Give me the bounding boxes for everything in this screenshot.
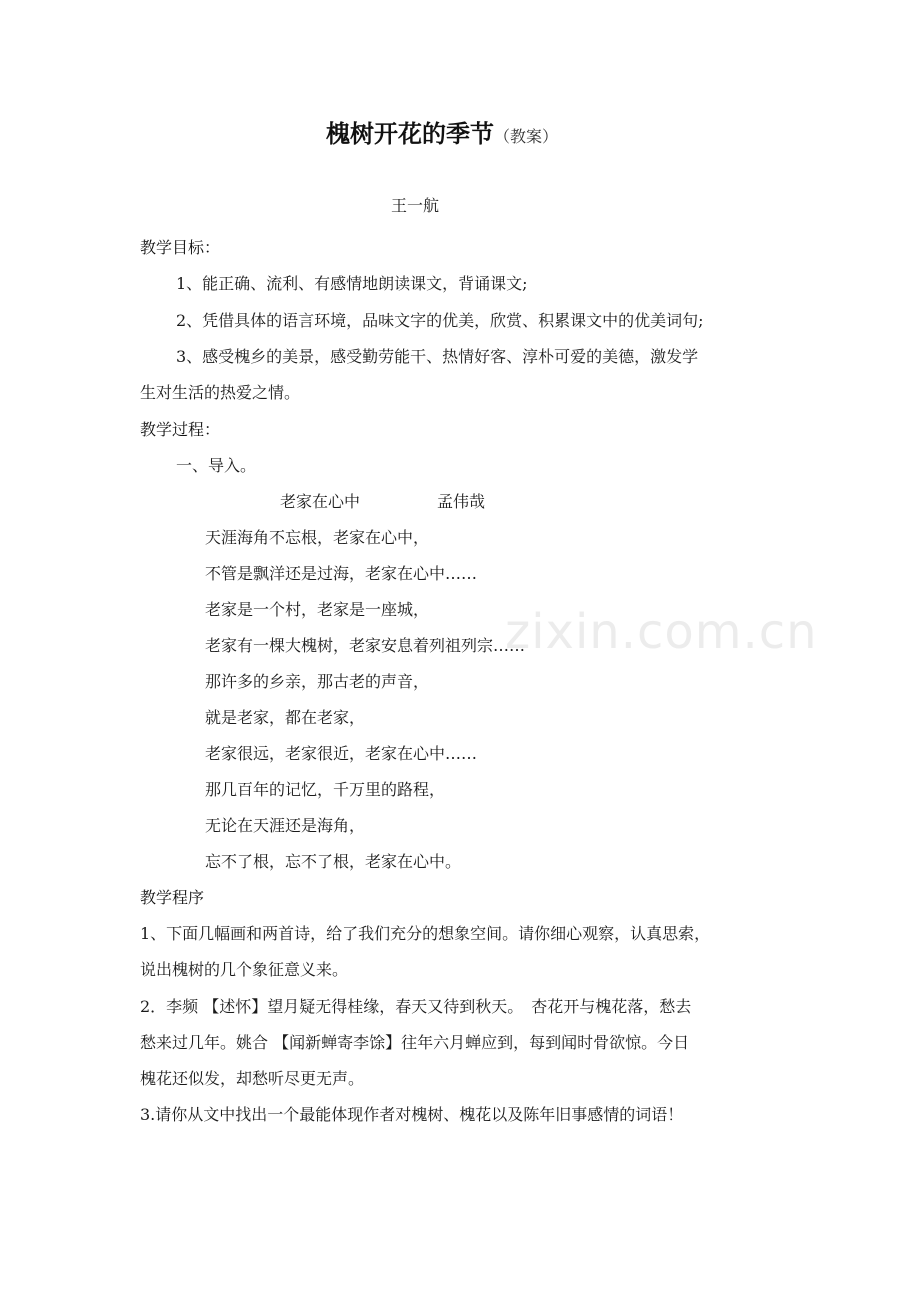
- poem-line: 不管是飘洋还是过海，老家在心中……: [205, 564, 478, 583]
- intro-heading: 一、导入。: [176, 456, 257, 475]
- document-title: 槐树开花的季节: [326, 119, 494, 148]
- watermark: zixin.com.cn: [505, 604, 818, 660]
- poem-line: 那几百年的记忆，千万里的路程，: [205, 780, 446, 799]
- poem-line: 忘不了根，忘不了根，老家在心中。: [205, 852, 462, 871]
- poem-title: 老家在心中: [280, 492, 361, 511]
- procedure-line: 1、下面几幅画和两首诗，给了我们充分的想象空间。请你细心观察，认真思索，: [140, 924, 711, 943]
- poem-line: 老家是一个村，老家是一座城，: [205, 600, 430, 619]
- poem-line: 老家有一棵大槐树，老家安息着列祖列宗……: [205, 636, 526, 655]
- objectives-heading: 教学目标：: [140, 238, 221, 257]
- poem-line: 就是老家，都在老家，: [205, 708, 366, 727]
- poem-line: 无论在天涯还是海角，: [205, 816, 366, 835]
- poem-author: 孟伟哉: [437, 492, 486, 511]
- objective-item: 3、感受槐乡的美景，感受勤劳能干、热情好客、淳朴可爱的美德，激发学: [176, 347, 699, 366]
- poem-line: 天涯海角不忘根，老家在心中，: [205, 528, 430, 547]
- objective-item: 1、能正确、流利、有感情地朗读课文，背诵课文;: [176, 274, 528, 293]
- procedure-heading: 教学程序: [140, 888, 205, 907]
- document-title-note: （教案）: [494, 127, 559, 146]
- procedure-line: 2．李频 【述怀】望月疑无得桂缘，春天又待到秋天。 杏花开与槐花落，愁去: [140, 997, 692, 1016]
- procedure-line: 槐花还似发，却愁听尽更无声。: [140, 1069, 365, 1088]
- poem-line: 那许多的乡亲，那古老的声音，: [205, 672, 430, 691]
- objective-item: 2、凭借具体的语言环境，品味文字的优美，欣赏、积累课文中的优美词句;: [176, 311, 704, 330]
- procedure-line: 说出槐树的几个象征意义来。: [140, 960, 349, 979]
- procedure-line: 愁来过几年。姚合 【闻新蝉寄李馀】往年六月蝉应到，每到闻时骨欲惊。今日: [140, 1033, 690, 1052]
- process-heading: 教学过程：: [140, 420, 221, 439]
- poem-line: 老家很远，老家很近，老家在心中……: [205, 744, 478, 763]
- procedure-line: 3.请你从文中找出一个最能体现作者对槐树、槐花以及陈年旧事感情的词语！: [140, 1105, 684, 1124]
- author-name: 王一航: [391, 196, 440, 215]
- objective-item-continuation: 生对生活的热爱之情。: [140, 383, 301, 402]
- document-title-block: [326, 119, 559, 149]
